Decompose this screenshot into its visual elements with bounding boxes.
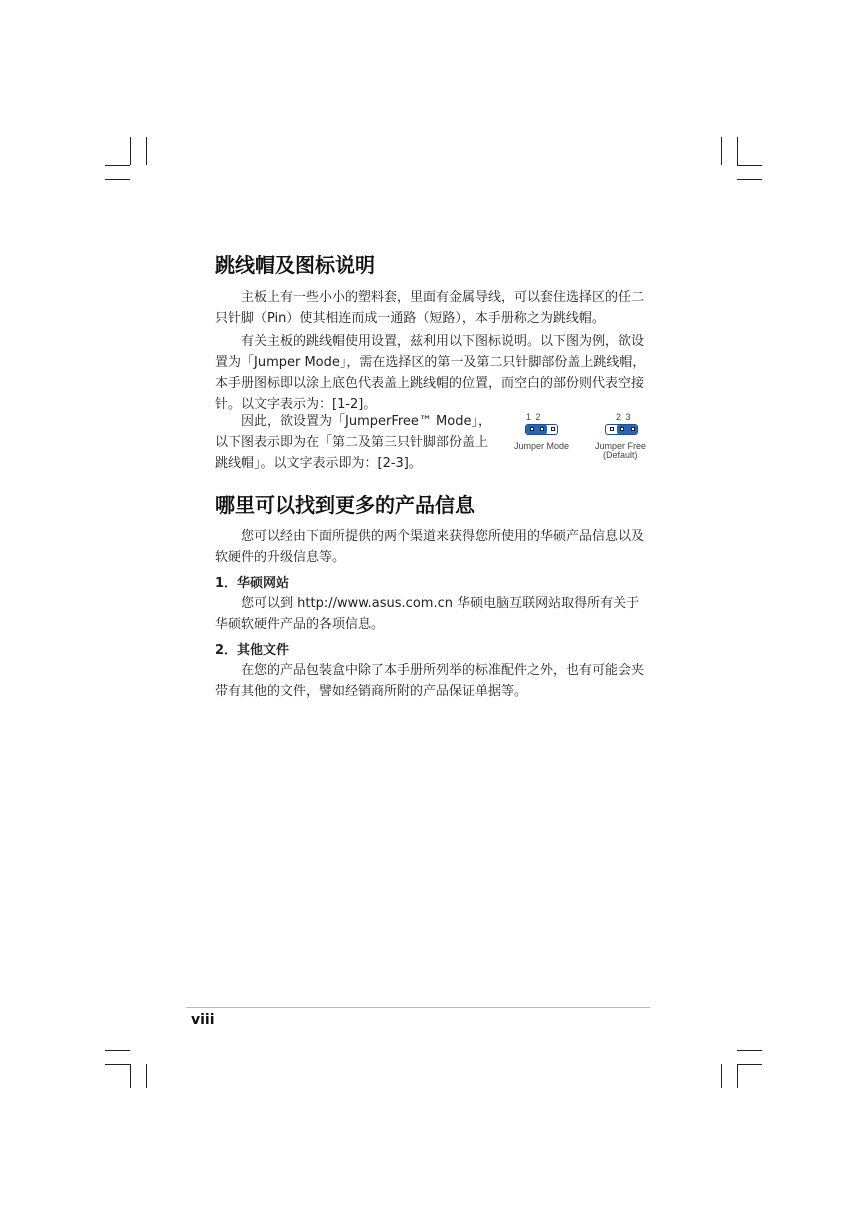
crop-mark bbox=[105, 1050, 130, 1051]
jumper-mode-icon bbox=[525, 424, 558, 435]
jumper-figure bbox=[512, 412, 652, 462]
paragraph: 有关主板的跳线帽使用设置，兹利用以下图标说明。以下图为例，欲设置为「Jumper Mode」，需在选择区的第一及第二只针脚部份盖上跳线帽，本手册图标即以涂上底色代表盖上跳线帽的位置，而空白的部份则代表空接针。以文字表示为：[1-2]。 bbox=[215, 334, 646, 412]
page-number: viii bbox=[191, 1012, 215, 1028]
paragraph: 因此，欲设置为「JumperFree™ Mode」，以下图表示即为在「第二及第三只针脚部份盖上跳线帽」。以文字表示即为：[2-3]。 bbox=[215, 414, 491, 471]
section-title-jumper: 跳线帽及图标说明 bbox=[215, 253, 375, 277]
paragraph: 主板上有一些小小的塑料套，里面有金属导线，可以套住选择区的任二只针脚（Pin）使其相连而成一通路（短路），本手册称之为跳线帽。 bbox=[215, 290, 645, 326]
paragraph: 您可以到 http://www.asus.com.cn 华硕电脑互联网站取得所有关于华硕软硬件产品的各项信息。 bbox=[215, 596, 640, 632]
jumper-free-default-label: (Default) bbox=[603, 450, 638, 460]
crop-mark bbox=[737, 1064, 738, 1088]
jumper-free-label: Jumper Free bbox=[595, 441, 647, 451]
crop-mark bbox=[721, 1064, 722, 1088]
paragraph: 在您的产品包装盒中除了本手册所列举的标准配件之外，也有可能会夹带有其他的文件，譬如经销商所附的产品保证单据等。 bbox=[215, 663, 645, 699]
jumper-mode-pin-numbers: 1 2 bbox=[526, 412, 542, 422]
section-title-more-info: 哪里可以找到更多的产品信息 bbox=[215, 493, 475, 517]
jumper-free-icon bbox=[605, 424, 638, 435]
crop-mark bbox=[146, 137, 147, 165]
jumper-free-pin-numbers: 2 3 bbox=[616, 412, 632, 422]
crop-mark bbox=[105, 1064, 130, 1065]
crop-mark bbox=[105, 165, 130, 166]
crop-mark bbox=[737, 165, 762, 166]
crop-mark bbox=[146, 1064, 147, 1088]
crop-mark bbox=[737, 1064, 762, 1065]
jumper-mode-label: Jumper Mode bbox=[514, 441, 570, 451]
crop-mark bbox=[737, 179, 762, 180]
footer-divider bbox=[186, 1007, 650, 1008]
crop-mark bbox=[737, 1050, 762, 1051]
crop-mark bbox=[130, 1064, 131, 1088]
crop-mark bbox=[105, 179, 130, 180]
crop-mark bbox=[130, 137, 131, 165]
crop-mark bbox=[721, 137, 722, 165]
subheading-other-documents: 2．其他文件 bbox=[215, 643, 290, 658]
crop-mark bbox=[737, 137, 738, 165]
subheading-asus-website: 1．华硕网站 bbox=[215, 576, 290, 591]
paragraph: 您可以经由下面所提供的两个渠道来获得您所使用的华硕产品信息以及软硬件的升级信息等。 bbox=[215, 529, 645, 565]
